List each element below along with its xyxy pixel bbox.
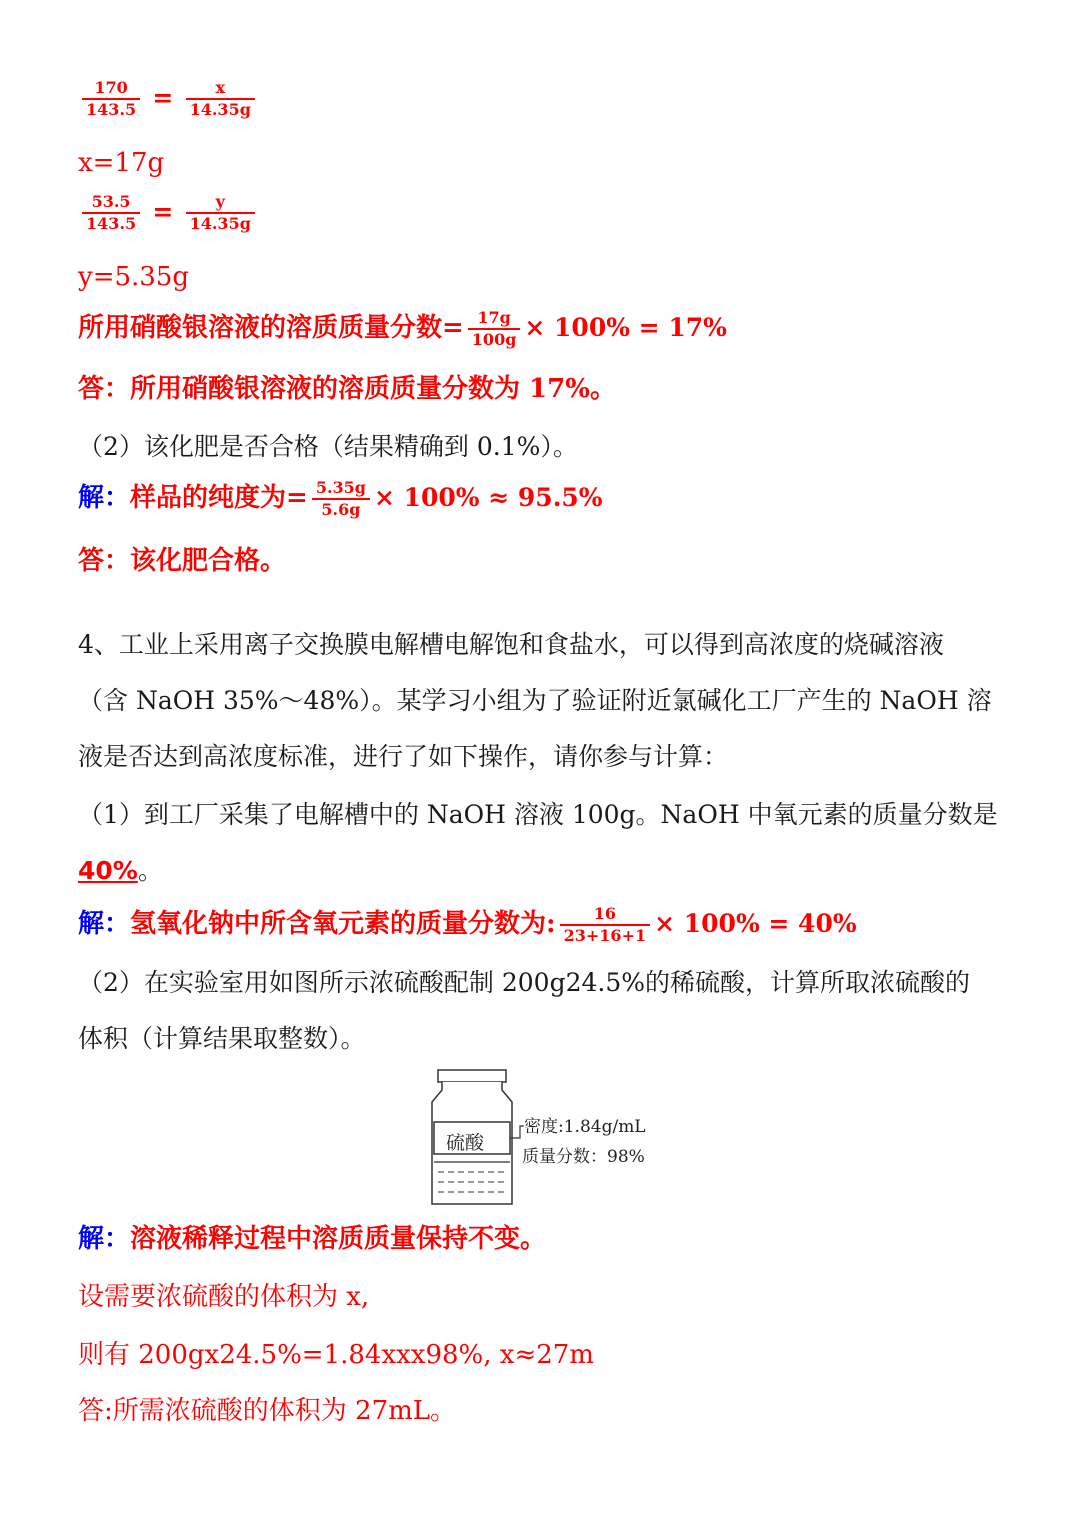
problem-4-line-1: 4、工业上采用离子交换膜电解槽电解饱和食盐水，可以得到高浓度的烧碱溶液 [78, 630, 944, 659]
question-2: （2）该化肥是否合格（结果精确到 0.1%）。 [78, 432, 578, 461]
answer-2: 答：该化肥合格。 [78, 546, 287, 576]
solution-text: 氢氧化钠中所含氧元素的质量分数为: [130, 909, 556, 939]
y-result: y=5.35g [78, 262, 190, 292]
solution-text: 样品的纯度为= [130, 483, 308, 513]
q1-answer-value: 40% [78, 856, 138, 885]
numerator: x [215, 78, 226, 97]
x-result: x=17g [78, 148, 165, 178]
mass-fraction-line [78, 308, 727, 350]
problem-4-line-3: 液是否达到高浓度标准，进行了如下操作，请你参与计算： [78, 742, 729, 771]
solution-2 [78, 478, 603, 520]
answer-4: 答:所需浓硫酸的体积为 27mL。 [78, 1396, 457, 1426]
bottle-density: 密度:1.84g/mL [524, 1117, 646, 1137]
fraction [82, 78, 140, 120]
fraction [312, 478, 370, 520]
numerator: 16 [593, 904, 616, 923]
set-variable-line: 设需要浓硫酸的体积为 x, [78, 1282, 370, 1312]
numerator: 17g [477, 308, 511, 327]
equals-sign: = [152, 83, 174, 112]
solution-label: 解： [78, 1224, 131, 1254]
denominator: 23+16+1 [563, 926, 647, 945]
denominator: 5.6g [321, 500, 361, 519]
denominator: 14.35g [189, 214, 251, 233]
mass-fraction-prefix: 所用硝酸银溶液的溶质质量分数= [78, 313, 464, 343]
answer-1: 答：所用硝酸银溶液的溶质质量分数为 17%。 [78, 374, 616, 404]
problem-4-q1: （1）到工厂采集了电解槽中的 NaOH 溶液 100g。NaOH 中氧元素的质量分数是 [78, 800, 998, 829]
acid-bottle-diagram [428, 1068, 668, 1208]
equation-line: 则有 200gx24.5%=1.84xxx98%, x≈27m [78, 1340, 594, 1370]
fraction [560, 904, 650, 946]
numerator: 170 [94, 78, 128, 97]
bottle-label: 硫酸 [446, 1132, 485, 1154]
fraction [82, 192, 140, 234]
problem-4-q2-line-1: （2）在实验室用如图所示浓硫酸配制 200g24.5%的稀硫酸，计算所取浓硫酸的 [78, 968, 970, 997]
equation-2 [78, 192, 259, 234]
solution-text: 溶液稀释过程中溶质质量保持不变。 [130, 1224, 547, 1254]
solution-label: 解： [78, 483, 131, 513]
solution-suffix: × 100% = 40% [654, 909, 857, 938]
problem-4-q1-answer [78, 856, 163, 886]
fraction [186, 78, 255, 120]
solution-3 [78, 904, 857, 946]
equation-1 [78, 78, 259, 120]
denominator: 100g [471, 330, 517, 349]
denominator: 143.5 [86, 100, 137, 119]
q1-answer-end: 。 [137, 856, 163, 885]
solution-suffix: × 100% ≈ 95.5% [373, 483, 603, 512]
denominator: 14.35g [189, 100, 251, 119]
solution-4 [78, 1224, 546, 1254]
equals-sign: = [152, 197, 174, 226]
problem-4-q2-line-2: 体积（计算结果取整数）。 [78, 1024, 366, 1053]
problem-4-line-2: （含 NaOH 35%～48%）。某学习小组为了验证附近氯碱化工厂产生的 NaOH 溶 [78, 686, 992, 715]
solution-label: 解： [78, 909, 131, 939]
fraction [468, 308, 521, 350]
fraction [186, 192, 255, 234]
bottle-mass-fraction: 质量分数：98% [522, 1147, 645, 1167]
numerator: 53.5 [91, 192, 131, 211]
denominator: 143.5 [86, 214, 137, 233]
numerator: y [215, 192, 225, 211]
mass-fraction-suffix: × 100% = 17% [524, 313, 727, 342]
numerator: 5.35g [315, 478, 366, 497]
